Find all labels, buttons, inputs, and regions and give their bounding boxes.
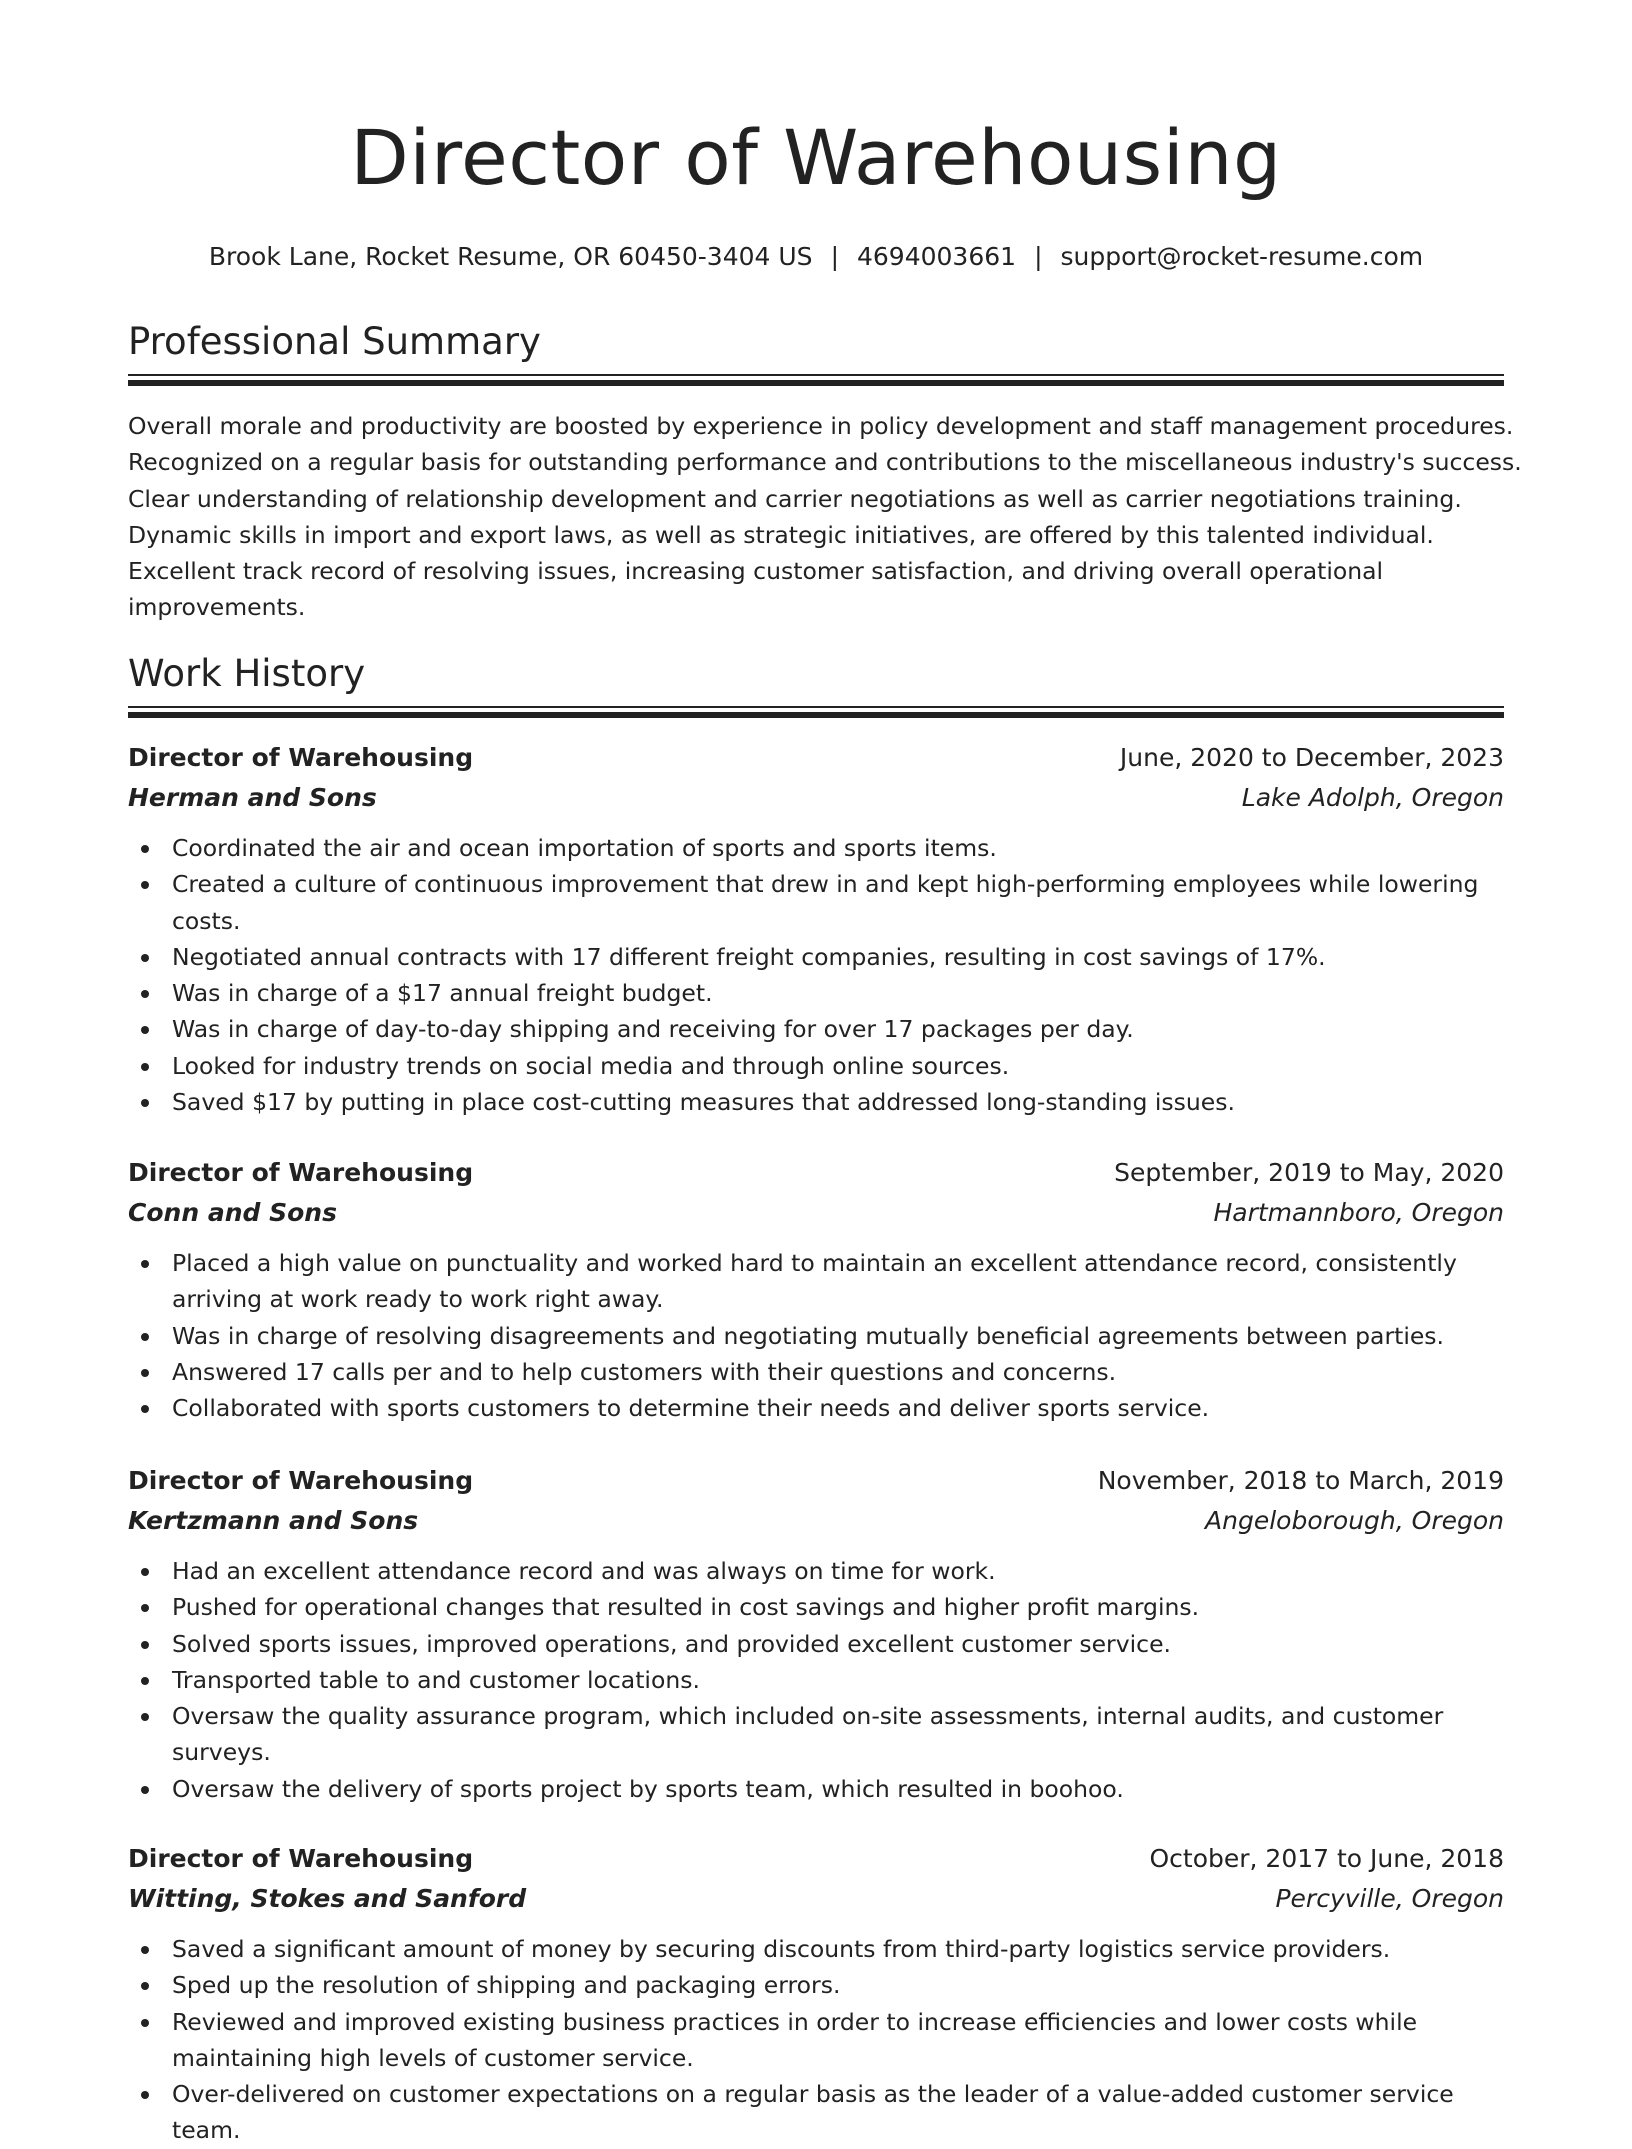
- job-dates: October, 2017 to June, 2018: [1149, 1844, 1504, 1873]
- job-header-row: [128, 1839, 1504, 1879]
- job-bullets: [128, 1931, 1504, 2149]
- job-header-row: [128, 1153, 1504, 1193]
- summary-text: [128, 408, 1522, 626]
- job-bullet: Reviewed and improved existing business practices in order to increase efficiencies and lower costs while maintaining high levels of customer service.: [172, 2004, 1504, 2077]
- contact-phone: 4694003661: [857, 242, 1017, 271]
- job-bullet: Was in charge of resolving disagreements and negotiating mutually beneficial agreements between parties.: [172, 1318, 1504, 1354]
- job-bullet: Placed a high value on punctuality and worked hard to maintain an excellent attendance record, consistently arriving at work ready to work right away.: [172, 1245, 1504, 1318]
- job-company: Witting, Stokes and Sanford: [128, 1884, 527, 1913]
- job-company-row: [128, 1193, 1504, 1233]
- summary-line: Dynamic skills in import and export laws, as well as strategic initiatives, are offered by this talented individual.: [128, 520, 1434, 549]
- job-company: Herman and Sons: [128, 783, 377, 812]
- summary-line: improvements.: [128, 593, 306, 622]
- resume-title: Director of Warehousing: [350, 113, 1282, 202]
- job-location: Hartmannboro, Oregon: [1213, 1198, 1504, 1227]
- contact-email: support@rocket-resume.com: [1060, 242, 1424, 271]
- job-company-row: [128, 778, 1504, 818]
- summary-line: Clear understanding of relationship development and carrier negotiations as well as carrier negotiations training.: [128, 484, 1462, 513]
- job-company-row: [128, 1879, 1504, 1919]
- job-header-row: [128, 738, 1504, 778]
- job-bullet: Negotiated annual contracts with 17 different freight companies, resulting in cost savings of 17%.: [172, 939, 1504, 975]
- section-divider: [128, 706, 1504, 708]
- job-bullet: Was in charge of a $17 annual freight budget.: [172, 975, 1504, 1011]
- section-divider: [128, 712, 1504, 718]
- contact-address: Brook Lane, Rocket Resume, OR 60450-3404 US: [208, 242, 813, 271]
- section-divider: [128, 380, 1504, 386]
- job-location: Percyville, Oregon: [1275, 1884, 1504, 1913]
- job-bullet: Over-delivered on customer expectations on a regular basis as the leader of a value-added customer service team.: [172, 2076, 1504, 2149]
- job-title: Director of Warehousing: [128, 1844, 474, 1873]
- job-bullet: Sped up the resolution of shipping and packaging errors.: [172, 1967, 1504, 2003]
- job-bullet: Oversaw the delivery of sports project by sports team, which resulted in boohoo.: [172, 1771, 1504, 1807]
- section-divider: [128, 374, 1504, 376]
- job-location: Angeloborough, Oregon: [1205, 1506, 1504, 1535]
- job-bullet: Was in charge of day-to-day shipping and receiving for over 17 packages per day.: [172, 1011, 1504, 1047]
- job-dates: September, 2019 to May, 2020: [1114, 1158, 1504, 1187]
- job-bullet: Looked for industry trends on social media and through online sources.: [172, 1048, 1504, 1084]
- job-company: Kertzmann and Sons: [128, 1506, 419, 1535]
- job-bullet: Oversaw the quality assurance program, which included on-site assessments, internal audits, and customer surveys.: [172, 1698, 1504, 1771]
- job-title: Director of Warehousing: [128, 1158, 474, 1187]
- job-bullet: Answered 17 calls per and to help customers with their questions and concerns.: [172, 1354, 1504, 1390]
- job-bullet: Had an excellent attendance record and was always on time for work.: [172, 1553, 1504, 1589]
- job-title: Director of Warehousing: [128, 743, 474, 772]
- job-dates: November, 2018 to March, 2019: [1097, 1466, 1504, 1495]
- summary-heading: Professional Summary: [128, 320, 541, 363]
- work-section-header: [128, 652, 1504, 718]
- job-entry: [128, 1461, 1504, 1807]
- contact-separator: |: [830, 242, 839, 271]
- job-company-row: [128, 1501, 1504, 1541]
- job-entry: [128, 1839, 1504, 2149]
- summary-section-header: [128, 320, 1504, 386]
- job-bullets: [128, 830, 1504, 1120]
- job-bullets: [128, 1245, 1504, 1426]
- job-bullet: Coordinated the air and ocean importation of sports and sports items.: [172, 830, 1504, 866]
- job-bullet: Created a culture of continuous improvement that drew in and kept high-performing employees while lowering costs.: [172, 866, 1504, 939]
- job-bullet: Saved $17 by putting in place cost-cutting measures that addressed long-standing issues.: [172, 1084, 1504, 1120]
- job-bullets: [128, 1553, 1504, 1807]
- job-bullet: Collaborated with sports customers to determine their needs and deliver sports service.: [172, 1390, 1504, 1426]
- job-company: Conn and Sons: [128, 1198, 337, 1227]
- summary-line: Overall morale and productivity are boosted by experience in policy development and staff management procedures.: [128, 412, 1514, 440]
- job-bullet: Solved sports issues, improved operations, and provided excellent customer service.: [172, 1626, 1504, 1662]
- summary-line: Recognized on a regular basis for outstanding performance and contributions to the miscellaneous industry's success.: [128, 448, 1522, 477]
- summary-line: Excellent track record of resolving issues, increasing customer satisfaction, and driving overall operational: [128, 557, 1384, 586]
- job-bullet: Transported table to and customer locations.: [172, 1662, 1504, 1698]
- contact-separator: |: [1034, 242, 1043, 271]
- job-header-row: [128, 1461, 1504, 1501]
- job-bullet: Saved a significant amount of money by securing discounts from third-party logistics service providers.: [172, 1931, 1504, 1967]
- work-heading: Work History: [128, 652, 366, 695]
- job-bullet: Pushed for operational changes that resulted in cost savings and higher profit margins.: [172, 1589, 1504, 1625]
- job-entry: [128, 738, 1504, 1120]
- job-location: Lake Adolph, Oregon: [1241, 783, 1504, 812]
- job-entry: [128, 1153, 1504, 1426]
- job-dates: June, 2020 to December, 2023: [1119, 743, 1504, 772]
- contact-line: [128, 240, 1504, 274]
- job-title: Director of Warehousing: [128, 1466, 474, 1495]
